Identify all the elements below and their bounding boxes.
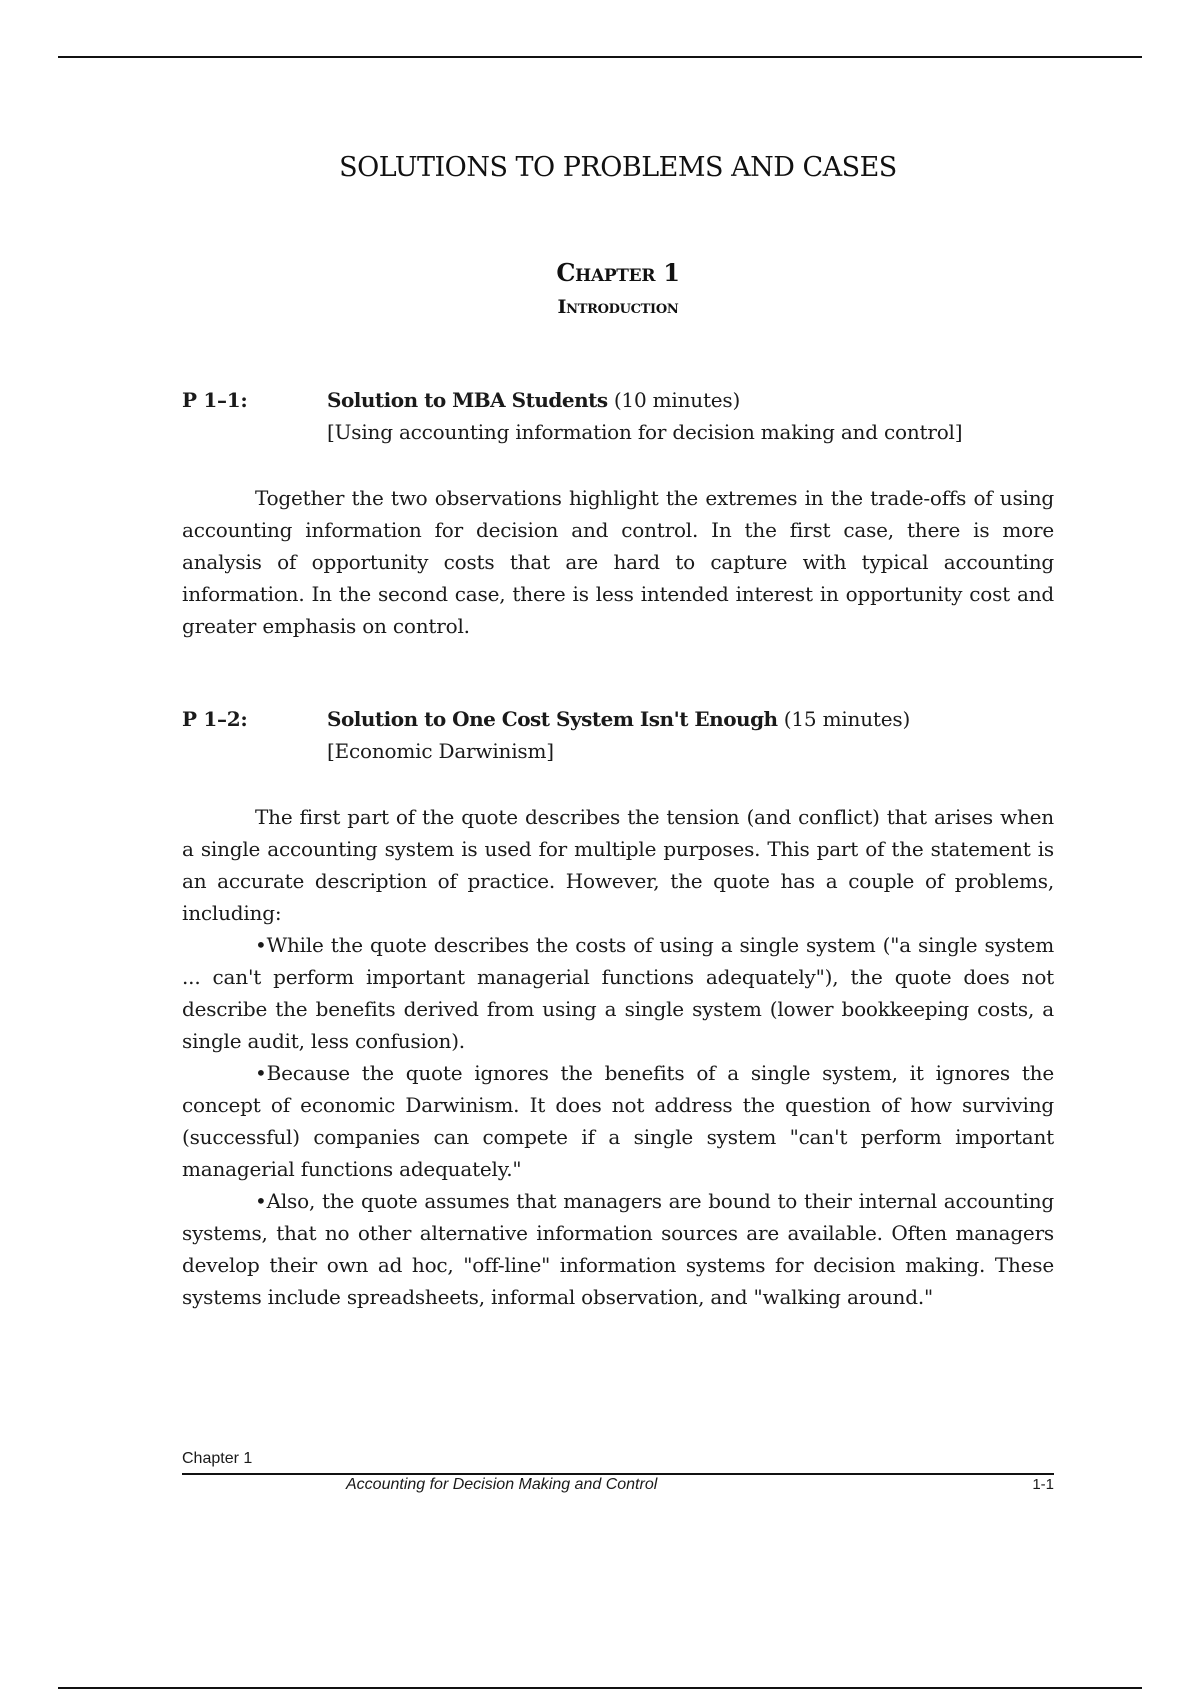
problem-topic: [Using accounting information for decision making and control] — [327, 420, 963, 444]
footer-book-title: Accounting for Decision Making and Control — [346, 1476, 658, 1493]
problem-time: (10 minutes) — [613, 388, 741, 412]
page-footer — [182, 1448, 1054, 1499]
document-title: SOLUTIONS TO PROBLEMS AND CASES — [339, 152, 897, 183]
problem-number: P 1–2: — [182, 707, 248, 731]
problem-topic: [Economic Darwinism] — [327, 739, 554, 763]
footer-chapter: Chapter 1 — [182, 1450, 253, 1467]
problem-title-line — [327, 707, 910, 731]
solution-paragraph: The first part of the quote describes the tension (and conflict) that arises when a single accounting system is used for multiple purposes. This part of the statement is an accurate description of practice. However, the quote has a couple of problems, including: — [182, 805, 1054, 925]
solution-paragraph: Together the two observations highlight the extremes in the trade-offs of using accounting information for decision and control. In the first case, there is more analysis of opportunity costs that are hard to capture with typical accounting information. In the second case, there is less intended interest in opportunity cost and greater emphasis on control. — [182, 486, 1054, 638]
problem-p1-2 — [182, 707, 1054, 1313]
bullet-point: •Also, the quote assumes that managers are bound to their internal accounting systems, that no other alternative information sources are available. Often managers develop their own ad hoc, "off-line" information systems for decision making. These systems include spreadsheets, informal observation, and "walking around." — [182, 1189, 1054, 1309]
problem-number: P 1–1: — [182, 388, 248, 412]
footer-row — [182, 1475, 1054, 1499]
problem-time: (15 minutes) — [783, 707, 911, 731]
chapter-heading: Chapter 1 — [556, 258, 680, 287]
problem-title: Solution to One Cost System Isn't Enough — [327, 707, 778, 731]
chapter-subheading: Introduction — [557, 296, 679, 318]
bullet-point: •Because the quote ignores the benefits of a single system, it ignores the concept of economic Darwinism. It does not address the question of how surviving (successful) companies can compete if a single system "can't perform important managerial functions adequately." — [182, 1061, 1054, 1181]
problem-heading — [182, 707, 1054, 771]
page-number: 1-1 — [1032, 1476, 1054, 1493]
problem-title: Solution to MBA Students — [327, 388, 608, 412]
problem-heading — [182, 388, 1054, 452]
bullet-point: •While the quote describes the costs of using a single system ("a single system ... can't perform important managerial functions adequately"), the quote does not describe the benefits derived from using a single system (lower bookkeeping costs, a single audit, less confusion). — [182, 933, 1054, 1053]
problem-title-line — [327, 388, 740, 412]
problem-p1-1 — [182, 388, 1054, 642]
bottom-rule — [58, 1687, 1142, 1689]
top-rule — [58, 56, 1142, 58]
